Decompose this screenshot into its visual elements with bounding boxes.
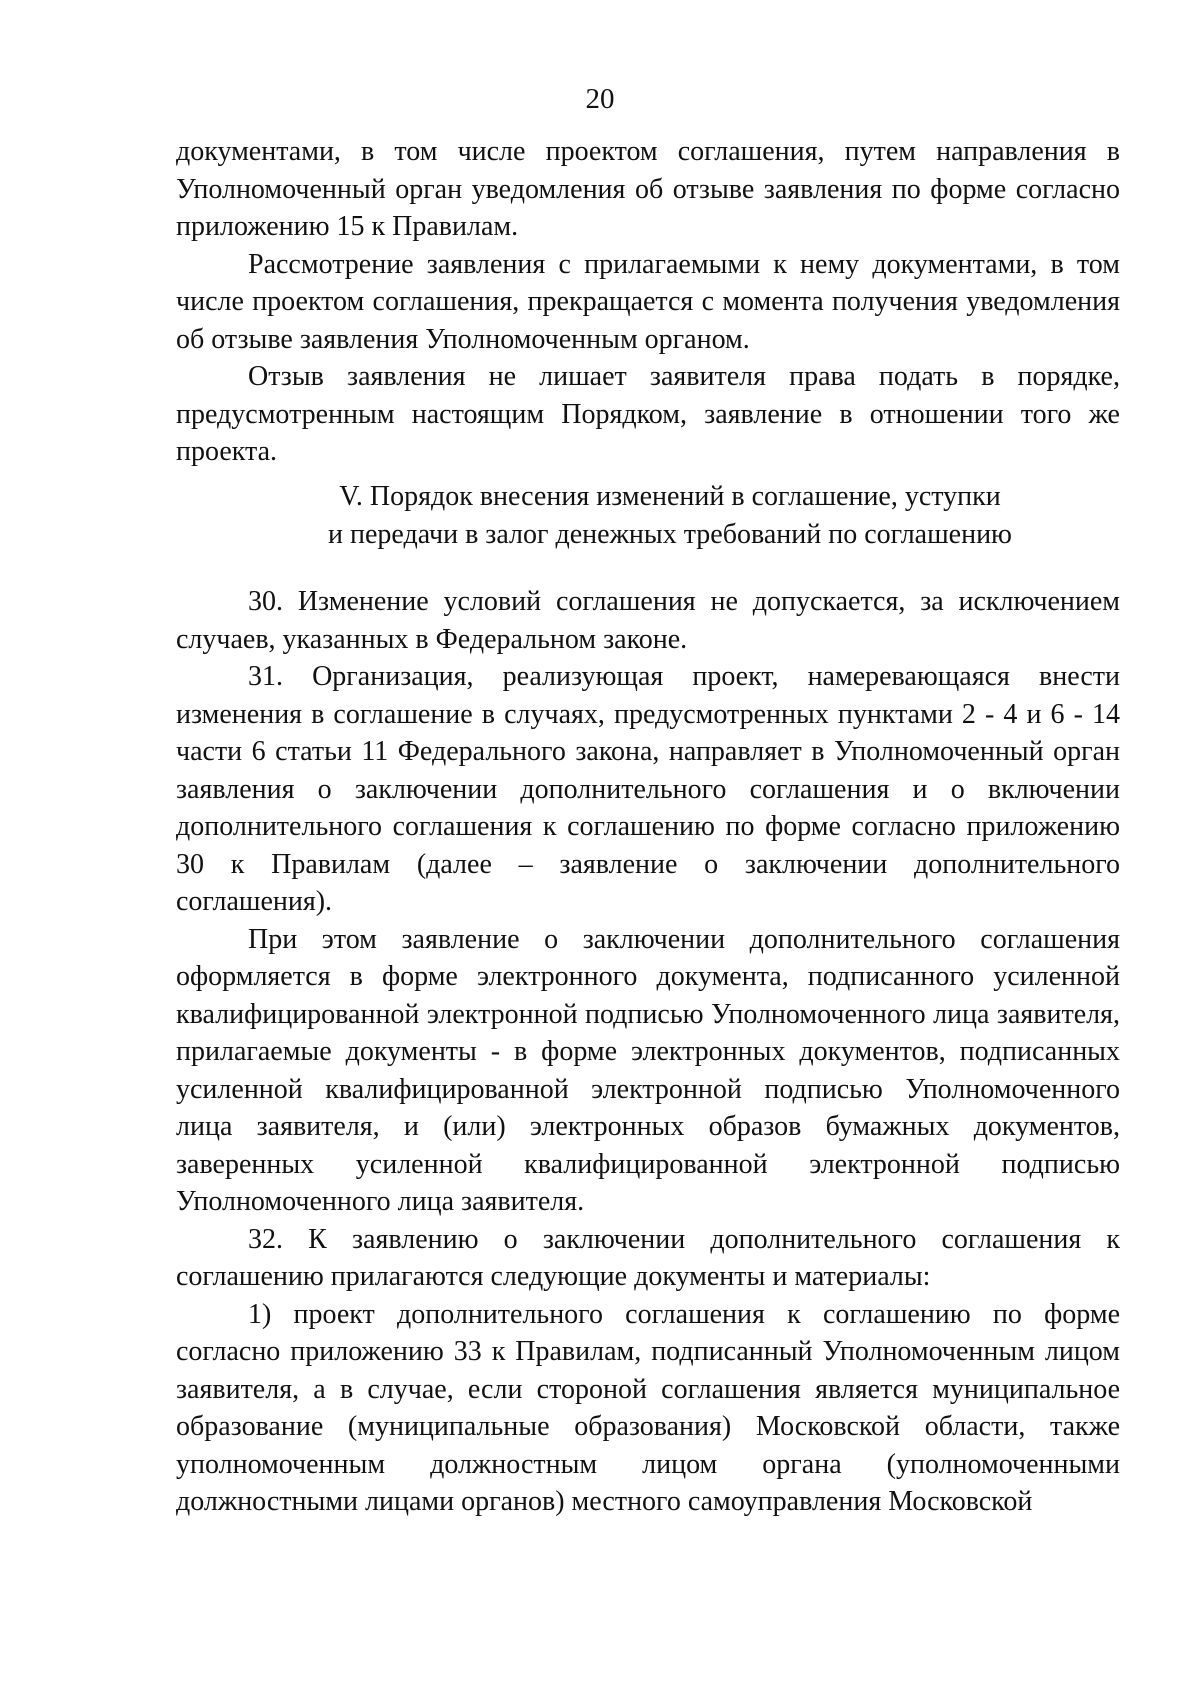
paragraph-31: 31. Организация, реализующая проект, намеревающаяся внести изменения в соглашение в случаях, предусмотренных пунктами 2 - 4 и 6 - 14 части 6 статьи 11 Федерального закона, направляет в Уполномоченный орган заявления о заключении дополнительного соглашения и о включении дополнительного соглашения к соглашению по форме согласно приложению 30 к Правилам (далее – заявление о заключении дополнительного соглашения). [176,661,1120,917]
paragraph-consideration-stopped: Рассмотрение заявления с прилагаемыми к нему документами, в том числе проектом соглашения, прекращается с момента получения уведомления об отзыве заявления Уполномоченным органом. [176,248,1120,355]
section-heading-line-2: и передачи в залог денежных требований по соглашению [328,519,1012,550]
section-heading-line-1: V. Порядок внесения изменений в соглашение, уступки [339,481,1001,512]
paragraph-30: 30. Изменение условий соглашения не допускается, за исключением случаев, указанных в Федеральном законе. [176,586,1120,655]
paragraph-32-item-1: 1) проект дополнительного соглашения к соглашению по форме согласно приложению 33 к Правилам, подписанный Уполномоченным лицом заявителя, а в случае, если стороной соглашения является муниципальное образование (муниципальные образования) Московской области, также уполномоченным должностным лицом органа (уполномоченными должностными лицами органов) местного самоуправления Московской [176,1298,1120,1517]
paragraph-withdrawal-continued: документами, в том числе проектом соглашения, путем направления в Уполномоченный орган уведомления об отзыве заявления по форме согласно приложению 15 к Правилам. [176,136,1120,242]
paragraph-31-format: При этом заявление о заключении дополнительного соглашения оформляется в форме электронного документа, подписанного усиленной квалифицированной электронной подписью Уполномоченного лица заявителя, прилагаемые документы - в форме электронных документов, подписанных усиленной квалифицированной электронной подписью Уполномоченного лица заявителя, и (или) электронных образов бумажных документов, заверенных усиленной квалифицированной электронной подписью Уполномоченного лица заявителя. [176,923,1120,1217]
section-heading [300,478,1040,554]
paragraph-withdrawal-rights: Отзыв заявления не лишает заявителя права подать в порядке, предусмотренным настоящим Порядком, заявление в отношении того же проекта. [176,361,1120,467]
page-number: 20 [585,83,615,115]
paragraph-32: 32. К заявлению о заключении дополнительного соглашения к соглашению прилагаются следующие документы и материалы: [176,1223,1120,1292]
section-iv-end [176,133,1120,471]
section-v-body [176,583,1120,1521]
